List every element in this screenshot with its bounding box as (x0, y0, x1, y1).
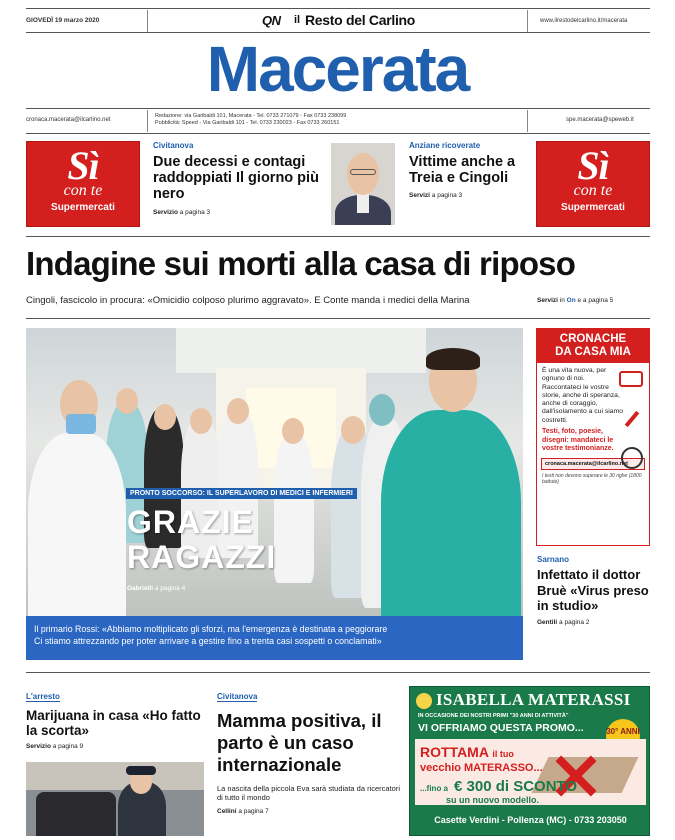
top-story-right-servizio-page: a pagina 3 (431, 192, 463, 200)
top-story-right-kicker: Anziane ricoverate (409, 141, 481, 150)
arresto-kicker: L'arresto (26, 692, 60, 701)
top-story-left-servizio-page: a pagina 3 (179, 208, 211, 216)
photo-credit-author: Gabrielli (127, 585, 154, 592)
si-ad-supermercati-right: Supermercati (561, 202, 625, 213)
si-ad-supermercati: Supermercati (51, 202, 115, 213)
photo-title-line1: GRAZIE (127, 504, 254, 540)
masthead-address-1: Redazione: via Garibaldi 101, Macerata - Tel. 0733 271079 - Fax 0733 238099 (155, 113, 347, 119)
masthead-date: GIOVEDÌ 19 marzo 2020 (26, 17, 100, 24)
photo-title-line2: RAGAZZI (127, 539, 277, 575)
qn-logo: QN (262, 13, 281, 28)
photo-caption (26, 616, 523, 660)
photo-caption-line2: Ci stiamo attrezzando per poter arrivare a gestire fino a trenta casi sospetti o conclamati» (34, 636, 382, 646)
masthead-email-right[interactable]: spe.macerata@speweb.it (566, 117, 634, 123)
arresto-servizio-label: Servizio (26, 743, 51, 751)
portrait-photo (331, 143, 395, 225)
masthead-rule-3 (26, 108, 650, 109)
arresto-headline: Marijuana in casa «Ho fatto la scorta» (26, 708, 201, 739)
cronache-note: I testi non devono superare le 30 righe (1800 battute) (542, 472, 642, 485)
isabella-nuovo: su un nuovo modello. (446, 795, 539, 805)
si-supermercati-ad-right[interactable] (536, 141, 650, 227)
section-rule-2 (26, 318, 650, 319)
mamma-author: Cellini (217, 807, 237, 815)
main-headline[interactable]: Indagine sui morti alla casa di riposo (26, 245, 576, 282)
city-title: Macerata (206, 33, 469, 105)
arresto-story[interactable] (26, 686, 206, 750)
cronache-body: È una vita nuova, per ognuno di noi. Raccontateci le vostre storie, anche di speranza, anche di coraggio, dall'isolamento a cui siamo costretti. (542, 367, 624, 424)
photo-credit (127, 585, 185, 592)
si-ad-big-text-right: Sì (577, 143, 609, 188)
isabella-rottama2: vecchio MATERASSO... (420, 762, 543, 774)
photo-credit-page: a pagina 4 (154, 585, 186, 592)
main-photo[interactable] (26, 328, 523, 616)
top-story-left[interactable] (153, 141, 323, 216)
isabella-materassi-ad[interactable] (409, 686, 650, 836)
cronache-title-line2: DA CASA MIA (555, 346, 631, 358)
photo-banner: PRONTO SOCCORSO: IL SUPERLAVORO DI MEDICI E INFERMIERI (126, 488, 357, 499)
isabella-badge: 30° ANNI (606, 719, 640, 753)
resto-logo-il: il (294, 14, 301, 26)
masthead-email-left[interactable]: cronaca.macerata@ilcarlino.net (26, 117, 111, 123)
camera-icon (619, 371, 643, 387)
main-servizi-label: Servizi (537, 297, 558, 304)
top-story-left-headline: Due decessi e contagi raddoppiati Il giorno più nero (153, 154, 319, 203)
section-rule-1 (26, 236, 650, 237)
main-headline-servizi (537, 297, 613, 304)
mamma-story[interactable] (217, 686, 402, 815)
cronache-header (537, 329, 649, 363)
photo-caption-line1: Il primario Rossi: «Abbiamo moltiplicato gli sforzi, ma l'emergenza è destinata a peggiorare (34, 624, 388, 634)
top-story-left-servizio-label: Servizio (153, 208, 178, 216)
main-headline-summary: Cingoli, fascicolo in procura: «Omicidio colposo plurimo aggravato». E Conte manda i medici della Marina (26, 295, 470, 306)
arresto-photo (26, 762, 204, 836)
sarnano-page: a pagina 2 (559, 618, 590, 626)
si-ad-big-text: Sì (67, 143, 99, 188)
isabella-line1: IN OCCASIONE DEI NOSTRI PRIMI "30 ANNI DI ATTIVITÀ" (418, 713, 569, 719)
cronache-title-line1: CRONACHE (559, 333, 627, 345)
cronache-call: Testi, foto, poesie, disegni: mandateci le vostre testimonianze. (542, 428, 614, 453)
si-ad-con-te-right: con te (573, 182, 613, 199)
top-story-left-kicker: Civitanova (153, 141, 194, 150)
main-servizi-on: On (566, 297, 576, 304)
si-ad-con-te: con te (63, 182, 103, 199)
resto-logo-name: Resto del Carlino (305, 12, 416, 28)
masthead-top-rule (26, 8, 650, 9)
masthead-address-2: Pubblicità: Speed - Via Garibaldi 101 - Tel. 0733 230023 - Fax 0733 260151 (155, 120, 340, 126)
isabella-brand: ISABELLA MATERASSI (436, 690, 631, 709)
masthead-rule-4 (26, 133, 650, 134)
touch-icon (621, 447, 643, 469)
mamma-headline: Mamma positiva, il parto è un caso internazionale (217, 710, 382, 776)
section-rule-3 (26, 672, 650, 673)
mamma-kicker: Civitanova (217, 692, 258, 701)
main-servizi-page: e a pagina 5 (577, 297, 614, 304)
top-story-right[interactable] (409, 141, 529, 199)
mamma-page: a pagina 7 (238, 807, 269, 815)
cronache-email[interactable]: cronaca.macerata@ilcarlino.net (541, 458, 645, 470)
sarnano-kicker: Sarnano (537, 555, 570, 564)
isabella-rottama-il: il tuo (492, 749, 514, 759)
isabella-sconto: € 300 di SCONTO (454, 778, 578, 795)
cronache-box[interactable] (536, 328, 650, 546)
isabella-fino: ...fino a (420, 784, 448, 793)
isabella-rottama (420, 744, 514, 760)
masthead-website[interactable]: www.ilrestodelcarlino.it/macerata (540, 18, 628, 24)
top-story-right-servizio-label: Servizi (409, 192, 430, 200)
sarnano-story[interactable] (537, 555, 652, 626)
sarnano-author: Gentili (537, 618, 558, 626)
mamma-summary: La nascita della piccola Eva sarà studiata da ricercatori di tutto il mondo (217, 783, 401, 803)
isabella-rottama-word: ROTTAMA (420, 744, 489, 760)
main-servizi-in: in (559, 297, 565, 304)
sarnano-headline: Infettato il dottor Bruè «Virus preso in studio» (537, 567, 649, 614)
si-supermercati-ad-left[interactable] (26, 141, 140, 227)
flower-icon (416, 693, 432, 709)
top-story-right-headline: Vittime anche a Treia e Cingoli (409, 154, 516, 187)
isabella-line2: VI OFFRIAMO QUESTA PROMO... (418, 722, 584, 734)
arresto-servizio-page: a pagina 9 (52, 743, 84, 751)
isabella-footer: Casette Verdini - Pollenza (MC) - 0733 203050 (434, 815, 627, 825)
